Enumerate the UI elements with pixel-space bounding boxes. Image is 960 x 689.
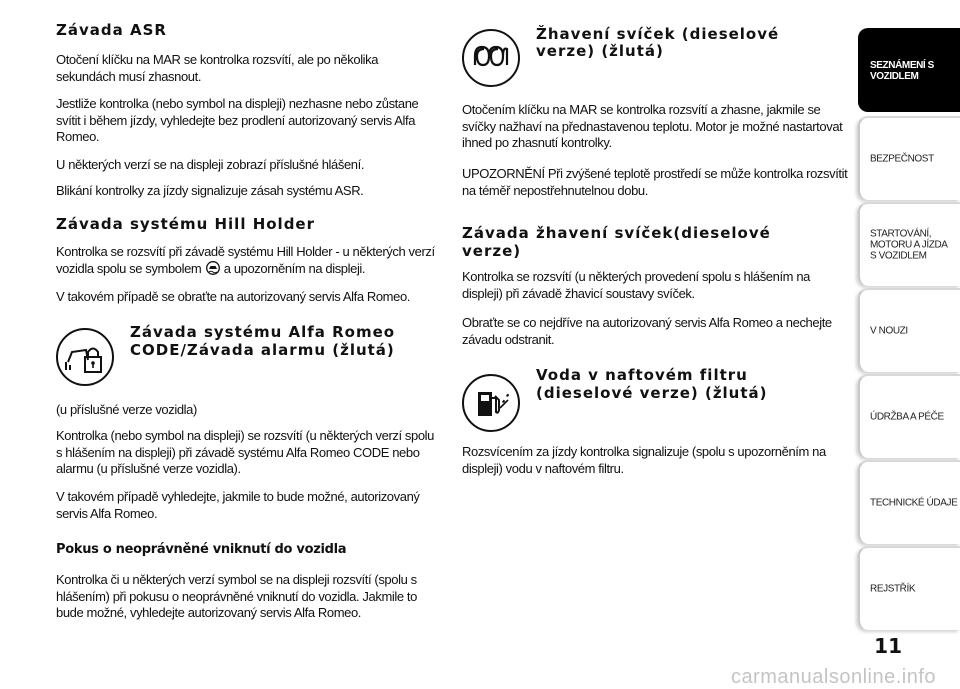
glow-fault-paragraph-2: Obraťte se co nejdříve na autorizovaný servis Alfa Romeo a nechejte závadu odstranit.	[462, 315, 832, 347]
tab-v-nouzi[interactable]	[858, 288, 960, 372]
section-title-intrusion: Pokus o neoprávněné vniknutí do vozidla	[56, 542, 347, 557]
tab-udrzba[interactable]	[858, 374, 960, 458]
car-skid-icon	[205, 261, 221, 280]
fuel-pump-water-icon	[462, 374, 520, 432]
car-lock-icon	[56, 328, 114, 386]
tab-rejstrik[interactable]	[858, 546, 960, 630]
page-number: 11	[874, 634, 902, 658]
glow-fault-paragraph-1: Kontrolka se rozsvítí (u některých provedení spolu s hlášením na displeji) při závadě žhavicí soustavy svíček.	[462, 269, 810, 301]
section-title-asr: Závada ASR	[56, 21, 167, 39]
section-title-glow-fault-line1: Závada žhavení svíček(dieselové	[462, 224, 771, 242]
tab-technicke-udaje[interactable]	[858, 460, 960, 544]
chapter-tabs	[858, 0, 960, 640]
tab-bezpecnost[interactable]	[858, 116, 960, 200]
asr-paragraph-3: U některých verzí se na displeji zobrazí příslušné hlášení.	[56, 157, 365, 172]
glow-plug-coil-icon	[462, 29, 520, 87]
intrusion-paragraph-1: Kontrolka či u některých verzí symbol se na displeji rozsvítí (spolu s hlášením) při pokusu o neoprávněné vniknutí do vozidla. Jakmile to bude možné, vyhledejte autorizovaný servis Alfa Romeo.	[56, 572, 417, 620]
alfa-code-paragraph-3: V takovém případě vyhledejte, jakmile to bude možné, autorizovaný servis Alfa Romeo.	[56, 489, 420, 521]
hill-holder-paragraph-2: V takovém případě se obraťte na autorizovaný servis Alfa Romeo.	[56, 289, 410, 304]
tab-label: V NOUZI	[870, 325, 908, 337]
alfa-code-paragraph-1: (u příslušné verze vozidla)	[56, 402, 197, 417]
tab-label: TECHNICKÉ ÚDAJE	[870, 497, 958, 509]
section-title-alfa-code-line1: Závada systému Alfa Romeo	[130, 323, 396, 341]
watermark: carmanualsonline.info	[730, 666, 936, 688]
section-title-glow-plugs-line1: Žhavení svíček (dieselové	[536, 25, 780, 43]
asr-paragraph-4: Blikání kontrolky za jízdy signalizuje zásah systému ASR.	[56, 183, 364, 198]
water-filter-paragraph-1: Rozsvícením za jízdy kontrolka signalizuje (spolu s upozorněním na displeji) vodu v naftovém filtru.	[462, 444, 826, 476]
asr-paragraph-1: Otočení klíčku na MAR se kontrolka rozsvítí, ale po několika sekundách musí zhasnout.	[56, 52, 379, 84]
section-title-alfa-code-line2: CODE/Závada alarmu (žlutá)	[130, 341, 395, 359]
tab-label: REJSTŘÍK	[870, 583, 916, 595]
section-title-water-filter-line1: Voda v naftovém filtru	[536, 366, 748, 384]
tab-label: BEZPEČNOST	[870, 153, 934, 165]
asr-paragraph-2: Jestliže kontrolka (nebo symbol na displeji) nezhasne nebo zůstane svítit i během jízdy, vyhledejte bez prodlení autorizovaný servis Alfa Romeo.	[56, 96, 419, 144]
alfa-code-paragraph-2: Kontrolka (nebo symbol na displeji) se rozsvítí (u některých verzí spolu s hlášením na displeji) při závadě systému Alfa Romeo CODE nebo alarmu (u příslušné verze vozidla).	[56, 428, 434, 476]
section-title-water-filter-line2: (dieselové verze) (žlutá)	[536, 384, 768, 402]
hill-holder-text-a: Kontrolka se rozsvítí při závadě systému Hill Holder - u některých verzí vozidla spolu se symbolem	[56, 244, 435, 276]
section-title-hill-holder: Závada systému Hill Holder	[56, 215, 315, 233]
section-title-glow-fault-line2: verze)	[462, 242, 522, 260]
tab-label: SEZNÁMENÍ S VOZIDLEM	[870, 60, 934, 82]
glow-plugs-warning: UPOZORNĚNÍ Při zvýšené teplotě prostředí se může kontrolka rozsvítit na téměř nepostřehnutelnou dobu.	[462, 166, 848, 198]
tab-label: STARTOVÁNÍ, MOTORU A JÍZDA S VOZIDLEM	[870, 228, 948, 262]
tab-label: ÚDRŽBA A PÉČE	[870, 411, 944, 423]
section-title-glow-plugs-line2: verze) (žlutá)	[536, 42, 664, 60]
tab-seznameni[interactable]	[858, 28, 960, 112]
hill-holder-text-b: a upozorněním na displeji.	[220, 260, 366, 276]
tab-startovani[interactable]	[858, 202, 960, 286]
hill-holder-paragraph-1	[56, 244, 440, 279]
glow-plugs-paragraph-1: Otočením klíčku na MAR se kontrolka rozsvítí a zhasne, jakmile se svíčky nažhaví na přednastavenou teplotu. Motor je možné nastartovat ihned po zhasnutí kontrolky.	[462, 102, 843, 150]
